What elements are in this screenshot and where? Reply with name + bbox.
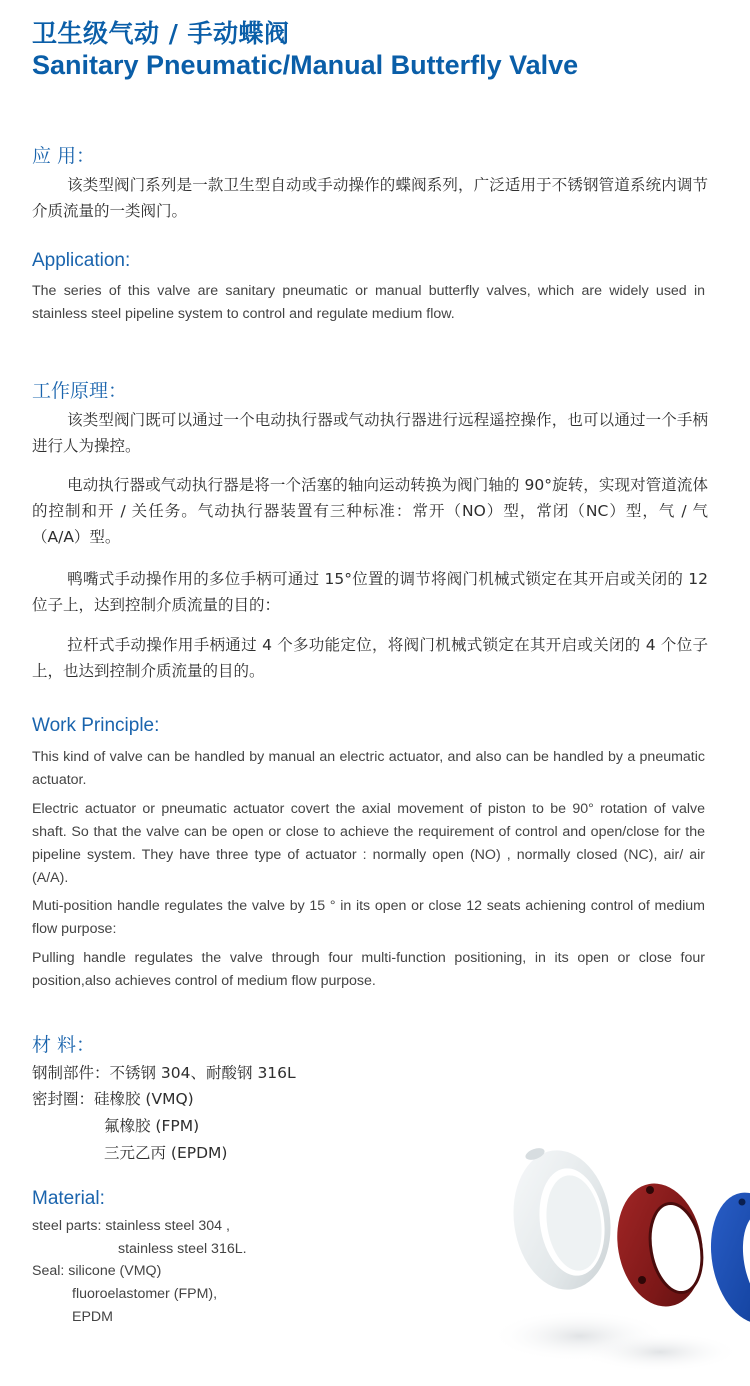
work-principle-paragraph-cn: 电动执行器或气动执行器是将一个活塞的轴向运动转换为阀门轴的 90°旋转，实现对管道流体的控制和开 / 关任务。气动执行器装置有三种标准：常开（NO）型，常闭（NC）型，气 / 气（A/A）型。 <box>32 476 708 546</box>
work-principle-paragraph-en: Electric actuator or pneumatic actuator covert the axial movement of piston to be 90° rotation of valve shaft. So that the valve can be open or close to achieve the requirement of control and open/close for the pipeline system. They have three type of actuator : normally open (NO) , normally closed (NC), air/ air (A/A). <box>32 801 705 886</box>
red-seal-ring <box>608 1177 712 1314</box>
work-principle-heading-en: Work Principle: <box>32 715 160 736</box>
material-line-en: Seal: silicone (VMQ) <box>32 1263 162 1279</box>
blue-seal-ring <box>701 1186 750 1330</box>
page-title-cn: 卫生级气动 / 手动蝶阀 <box>32 19 290 48</box>
application-heading-en: Application: <box>32 250 131 271</box>
material-line-en: stainless steel 316L. <box>118 1241 247 1257</box>
seal-rings-photo <box>490 1130 750 1386</box>
work-principle-paragraph-cn: 拉杆式手动操作用手柄通过 4 个多功能定位，将阀门机械式锁定在其开启或关闭的 4 个位子上，也达到控制介质流量的目的。 <box>32 636 708 680</box>
application-text-cn: 该类型阀门系列是一款卫生型自动或手动操作的蝶阀系列，广泛适用于不锈钢管道系统内调节介质流量的一类阀门。 <box>32 176 708 220</box>
material-line-cn: 钢制部件：不锈钢 304、耐酸钢 316L <box>32 1064 296 1082</box>
material-line-en: EPDM <box>72 1309 113 1325</box>
material-line-en: steel parts: stainless steel 304 , <box>32 1218 230 1234</box>
materials-heading-cn: 材 料： <box>32 1034 96 1056</box>
work-principle-paragraph-en: Muti-position handle regulates the valve by 15 ° in its open or close 12 seats achiening control of medium flow purpose: <box>32 898 705 937</box>
work-principle-paragraph-en: Pulling handle regulates the valve through four multi-function positioning, in its open or close four position,also achieves control of medium flow purpose. <box>32 950 705 989</box>
shadow-shape <box>580 1332 740 1372</box>
white-seal-ring <box>505 1144 620 1296</box>
material-line-cn: 氟橡胶 (FPM) <box>104 1117 200 1135</box>
material-line-cn: 密封圈：硅橡胶 (VMQ) <box>32 1090 194 1108</box>
material-line-cn: 三元乙丙 (EPDM) <box>104 1144 228 1162</box>
page-title-en: Sanitary Pneumatic/Manual Butterfly Valve <box>32 50 579 80</box>
material-line-en: fluoroelastomer (FPM), <box>72 1286 218 1302</box>
work-principle-paragraph-cn: 该类型阀门既可以通过一个电动执行器或气动执行器进行远程遥控操作，也可以通过一个手柄进行人为操控。 <box>32 411 708 455</box>
work-principle-paragraph-cn: 鸭嘴式手动操作用的多位手柄可通过 15°位置的调节将阀门机械式锁定在其开启或关闭的 12 位子上，达到控制介质流量的目的： <box>32 570 708 614</box>
application-text-en: The series of this valve are sanitary pneumatic or manual butterfly valves, which are widely used in stainless steel pipeline system to control and regulate medium flow. <box>32 283 705 322</box>
application-heading-cn: 应 用： <box>32 145 96 167</box>
materials-heading-en: Material: <box>32 1188 105 1209</box>
work-principle-heading-cn: 工作原理： <box>32 380 128 402</box>
work-principle-paragraph-en: This kind of valve can be handled by manual an electric actuator, and also can be handled by a pneumatic actuator. <box>32 749 705 788</box>
